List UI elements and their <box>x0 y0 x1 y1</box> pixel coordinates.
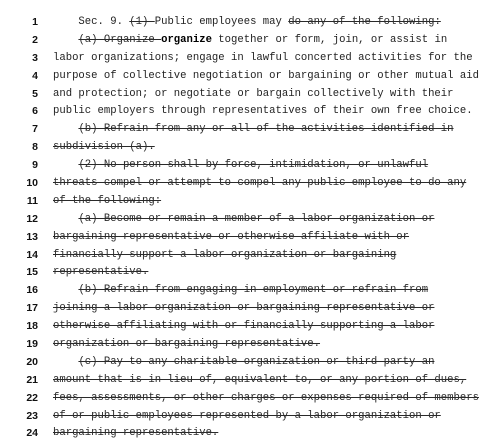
line-text <box>53 193 161 211</box>
plain-text: and protection; or negotiate or bargain collectively with their <box>53 87 454 100</box>
line-text <box>53 282 428 300</box>
line-text <box>53 103 473 121</box>
struck-text: bargaining representative. <box>53 427 219 440</box>
bill-line <box>0 68 480 86</box>
line-text <box>53 300 434 318</box>
line-text <box>53 354 434 372</box>
line-number: 23 <box>26 409 38 422</box>
bill-line <box>0 32 480 50</box>
plain-text: Sec. 9. <box>53 16 130 28</box>
bill-line <box>0 247 480 265</box>
plain-text <box>53 123 78 135</box>
bill-line <box>0 103 480 121</box>
plain-text <box>53 159 78 171</box>
line-text <box>53 390 479 408</box>
bill-line <box>0 264 480 282</box>
line-text <box>53 247 396 265</box>
plain-text: together or form, join, or assist in <box>211 33 448 46</box>
line-text <box>53 336 320 354</box>
struck-text: bargaining representative or otherwise affiliate with or <box>53 230 410 243</box>
bill-line <box>0 86 480 104</box>
bill-line <box>0 390 480 408</box>
line-number: 18 <box>26 320 38 333</box>
bill-line <box>0 425 480 443</box>
line-number: 3 <box>32 51 38 64</box>
line-text <box>53 318 434 336</box>
struck-text: (a) Become or remain a member of a labor organization or <box>78 212 435 225</box>
line-text <box>53 86 454 104</box>
plain-text <box>53 356 78 368</box>
line-text <box>53 32 447 50</box>
line-number: 16 <box>26 284 38 297</box>
struck-text: financially support a labor organization or bargaining <box>53 248 397 261</box>
line-number: 14 <box>26 248 38 261</box>
line-number: 15 <box>26 266 38 279</box>
line-number: 6 <box>32 105 38 118</box>
line-number: 20 <box>26 355 38 368</box>
plain-text <box>53 213 78 225</box>
struck-text: (2) No person shall by force, intimidation, or unlawful <box>78 159 429 172</box>
line-text <box>53 372 466 390</box>
plain-text <box>53 34 78 46</box>
line-number: 19 <box>26 338 38 351</box>
struck-text: organization or bargaining representative. <box>53 338 321 351</box>
plain-text: purpose of collective negotiation or bargaining or other mutual aid <box>53 69 479 82</box>
line-number: 17 <box>26 302 38 315</box>
plain-text: labor organizations; engage in lawful concerted activities for the <box>53 51 473 64</box>
line-text <box>53 50 473 68</box>
bill-line <box>0 372 480 390</box>
struck-text: otherwise affiliating with or financially supporting a labor <box>53 320 435 333</box>
line-number: 22 <box>26 391 38 404</box>
inserted-text: organize <box>161 33 212 46</box>
line-text <box>53 211 434 229</box>
struck-text: (1) <box>129 16 155 28</box>
line-number: 1 <box>32 16 38 28</box>
line-number: 8 <box>32 141 38 154</box>
line-number: 4 <box>32 69 38 82</box>
struck-text: threats compel or attempt to compel any public employee to do any <box>53 177 467 190</box>
line-text <box>53 264 148 282</box>
line-text <box>53 229 409 247</box>
struck-text: (c) Pay to any charitable organization or third party an <box>78 355 435 368</box>
plain-text: public employers through representatives of their own free choice. <box>53 105 473 118</box>
struck-text: (b) Refrain from engaging in employment or refrain from <box>78 284 429 297</box>
bill-line <box>0 139 480 157</box>
line-text <box>53 157 428 175</box>
bill-line <box>0 50 480 68</box>
struck-text: amount that is in lieu of, equivalent to, or any portion of dues, <box>53 373 467 386</box>
line-number: 21 <box>26 373 38 386</box>
bill-text-document <box>0 14 480 443</box>
line-text <box>53 14 441 32</box>
line-number: 7 <box>32 123 38 136</box>
bill-line <box>0 121 480 139</box>
struck-text: representative. <box>53 266 149 279</box>
bill-line <box>0 211 480 229</box>
struck-text: joining a labor organization or bargaining representative or <box>53 302 435 315</box>
line-number: 10 <box>26 177 38 190</box>
bill-line <box>0 318 480 336</box>
line-text <box>53 121 454 139</box>
line-number: 11 <box>26 194 38 207</box>
bill-line <box>0 193 480 211</box>
bill-line <box>0 157 480 175</box>
bill-line <box>0 175 480 193</box>
line-number: 13 <box>26 230 38 243</box>
line-number: 5 <box>32 87 38 100</box>
struck-text: of or public employees represented by a labor organization or <box>53 409 441 422</box>
line-number: 9 <box>32 159 38 172</box>
plain-text: Public employees may <box>154 16 289 28</box>
line-number: 2 <box>32 33 38 46</box>
bill-line <box>0 336 480 354</box>
bill-line <box>0 300 480 318</box>
bill-line <box>0 408 480 426</box>
bill-line <box>0 282 480 300</box>
line-text <box>53 139 155 157</box>
line-number: 24 <box>26 427 38 440</box>
bill-line <box>0 14 480 32</box>
struck-text: of the following: <box>53 194 162 207</box>
line-text <box>53 425 218 443</box>
bill-line <box>0 229 480 247</box>
struck-text: (b) Refrain from any or all of the activities identified in <box>78 123 454 136</box>
line-text <box>53 68 479 86</box>
struck-text: do any of the following: <box>288 16 441 28</box>
line-number: 12 <box>26 212 38 225</box>
line-text <box>53 175 466 193</box>
struck-text: fees, assessments, or other charges or expenses required of members <box>53 391 479 404</box>
plain-text <box>53 284 78 296</box>
struck-text: (a) Organize <box>78 33 162 46</box>
struck-text: subdivision (a). <box>53 141 155 154</box>
line-text <box>53 408 441 426</box>
bill-line <box>0 354 480 372</box>
